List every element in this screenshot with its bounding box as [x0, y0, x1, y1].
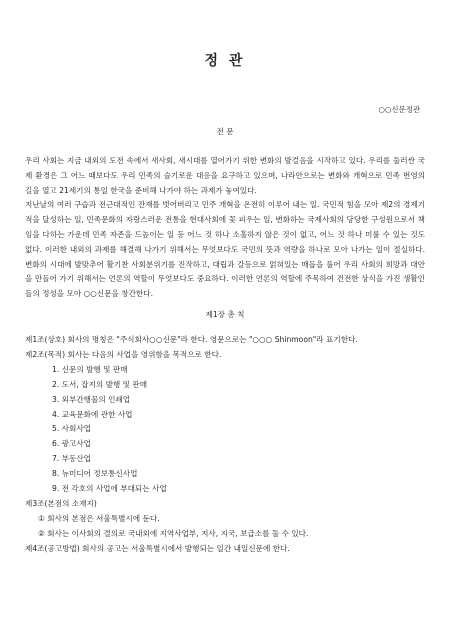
articles-list: [25, 333, 425, 557]
organization-label: ○○신문정관: [378, 105, 420, 114]
purpose-item: 2. 도서, 잡지의 발행 및 판매: [52, 379, 148, 389]
purpose-item: 9. 전 각호의 사업에 부대되는 사업: [52, 484, 167, 494]
article-clause: ① 회사의 본점은 서울특별시에 둔다.: [38, 513, 160, 523]
preamble-paragraph: 우리 사회는 지금 내외의 도전 속에서 새사회, 새시대를 열어가기 위한 변화의 발걸음을 시작하고 있다. 우리를 둘러싼 국제 환경은 그 어느 때보다도 우리 민족의 슬기로운 대응을 요구하고 있으며, 나라안으로는 변화와 개혁으로 민족 번영의 길을 열고 21세기의 통일 한국을 준비해 나가야 하는 과제가 놓여있다.: [25, 156, 425, 195]
purpose-item: 7. 부동산업: [52, 454, 92, 464]
preamble-body: [25, 154, 425, 302]
purpose-item: 5. 사회사업: [52, 424, 92, 434]
preamble-paragraph: 지난날의 여러 구습과 전근대적인 잔재를 벗어버리고 민주 개혁을 온전히 이루어 내는 일. 국민적 힘을 모아 제2의 경제기적을 달성하는 일, 민족문화의 자랑스러운 전통을 현대사회에 꽃 피우는 일, 변화하는 국제사회의 당당한 구성원으로서 책임을 다하는 가운데 민족 자존을 드높이는 일 등 어느 것 하나 소홀하지 않은 것이 없고, 어느 것 하나 미룰 수 있는 것도 없다. 이러한 내외의 과제를 해결해 나가기 위해서는 무엇보다도 국민의 뜻과 역량을 하나로 모아 나가는 일이 절실하다. 변화의 시대에 발맞추어 활기찬 사회분위기를 진작하고, 대립과 갈등으로 얽혀있는 매듭을 풀어 우리 사회의 희망과 대안을 만들어 가기 위해서는 언론의 역할이 무엇보다도 중요하다. 이러한 언론의 역할에 주목하여 건전한 상식을 가진 생활인들의 정성을 모아 ○○신문을 창간한다.: [25, 200, 425, 299]
preamble-heading: 전 문: [216, 127, 234, 136]
purpose-item: 8. 뉴미디어 정보통신사업: [52, 469, 138, 479]
article-line: 제3조(본점의 소재지): [25, 498, 97, 508]
article-line: 제2조(목적) 회사는 다음의 사업을 영위함을 목적으로 한다.: [25, 349, 222, 359]
article-line: 제4조(공고방법) 회사의 공고는 서울특별시에서 발행되는 일간 내일신문에 한다.: [25, 543, 290, 553]
purpose-item: 1. 신문의 발행 및 판매: [52, 364, 128, 374]
article-clause: ② 회사는 이사회의 결의로 국내외에 지역사업부, 지사, 지국, 보급소를 둘 수 있다.: [38, 528, 309, 538]
document-title: 정 관: [204, 53, 246, 69]
purpose-item: 4. 교육문화에 관한 사업: [52, 409, 133, 419]
article-line: 제1조(상호) 회사의 명칭은 "주식회사○○신문"라 한다. 영문으로는 "○○○ Shinmoon"라 표기한다.: [25, 335, 358, 344]
purpose-item: 3. 외부간행물의 인쇄업: [52, 394, 131, 404]
chapter-heading: 제1장 총 칙: [205, 310, 245, 319]
purpose-item: 6. 광고사업: [52, 439, 92, 449]
